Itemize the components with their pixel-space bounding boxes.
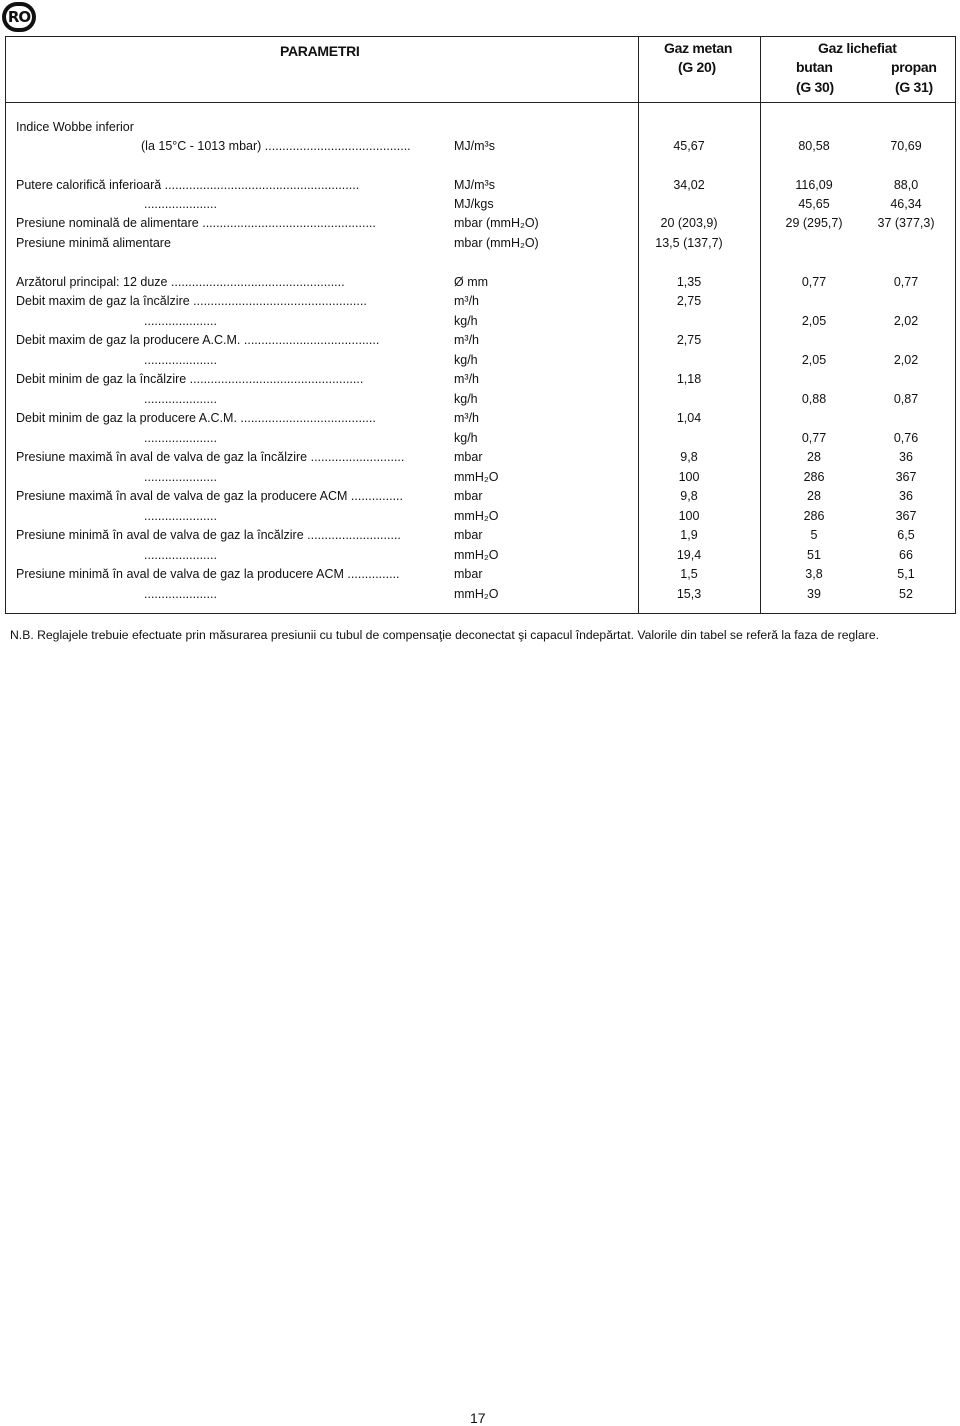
cell-g31: 36 <box>899 489 913 503</box>
cell-g20: 100 <box>678 509 700 523</box>
cell-g31: 5,1 <box>897 567 915 581</box>
row-unit: MJ/m³s <box>454 178 495 192</box>
header-propan: propan <box>891 59 937 75</box>
header-divider <box>6 102 955 103</box>
cell-g31: 2,02 <box>893 314 919 328</box>
row-unit: m³/h <box>454 294 479 308</box>
row-unit: MJ/kgs <box>454 197 494 211</box>
column-divider <box>760 37 761 613</box>
cell-g30: 0,77 <box>801 431 827 445</box>
cell-g20: 45,67 <box>673 139 705 153</box>
cell-g30: 286 <box>803 509 825 523</box>
row-label: ..................... <box>144 431 217 445</box>
row-unit: mbar (mmH₂O) <box>454 216 539 230</box>
row-label: Presiune minimă alimentare <box>16 236 171 250</box>
cell-g30: 28 <box>807 450 821 464</box>
row-unit: mbar (mmH₂O) <box>454 236 539 250</box>
cell-g20: 100 <box>678 470 700 484</box>
row-unit: m³/h <box>454 411 479 425</box>
row-label: Debit minim de gaz la încălzire .................................................. <box>16 372 364 386</box>
cell-g30: 3,8 <box>805 567 823 581</box>
cell-g30: 29 (295,7) <box>785 216 843 230</box>
row-unit: mbar <box>454 489 483 503</box>
cell-g20: 19,4 <box>676 548 702 562</box>
header-g20: (G 20) <box>678 59 716 75</box>
column-divider <box>638 37 639 613</box>
row-label: ..................... <box>144 470 217 484</box>
cell-g20: 2,75 <box>676 294 702 308</box>
cell-g20: 13,5 (137,7) <box>655 236 723 250</box>
row-label: Putere calorifică inferioară ........................................................ <box>16 178 360 192</box>
cell-g30: 45,65 <box>798 197 830 211</box>
row-label: Arzătorul principal: 12 duze .................................................. <box>16 275 345 289</box>
cell-g31: 367 <box>895 470 917 484</box>
cell-g31: 0,87 <box>893 392 919 406</box>
cell-g30: 2,05 <box>801 353 827 367</box>
cell-g20: 9,8 <box>680 450 698 464</box>
cell-g31: 37 (377,3) <box>877 216 935 230</box>
cell-g20: 1,18 <box>676 372 702 386</box>
footnote: N.B. Reglajele trebuie efectuate prin măsurarea presiunii cu tubul de compensaţie deconectat şi capacul îndepărtat. Valorile din tabel se referă la faza de reglare. <box>10 628 879 642</box>
cell-g30: 80,58 <box>798 139 830 153</box>
row-label: Debit minim de gaz la producere A.C.M. ....................................... <box>16 411 376 425</box>
row-label: Presiune nominală de alimentare .................................................. <box>16 216 376 230</box>
cell-g31: 367 <box>895 509 917 523</box>
row-label: (la 15°C - 1013 mbar) .......................................... <box>141 139 411 153</box>
cell-g31: 36 <box>899 450 913 464</box>
row-unit: m³/h <box>454 333 479 347</box>
header-g30: (G 30) <box>796 79 834 95</box>
cell-g31: 2,02 <box>893 353 919 367</box>
cell-g20: 34,02 <box>673 178 705 192</box>
row-unit: kg/h <box>454 392 478 406</box>
row-label: Presiune minimă în aval de valva de gaz la producere ACM ............... <box>16 567 400 581</box>
parameters-table <box>5 36 956 614</box>
row-unit: kg/h <box>454 314 478 328</box>
cell-g31: 0,76 <box>893 431 919 445</box>
row-unit: mmH₂O <box>454 587 499 601</box>
row-unit: Ø mm <box>454 275 489 289</box>
row-label: Presiune minimă în aval de valva de gaz la încălzire ........................... <box>16 528 401 542</box>
row-label: Presiune maximă în aval de valva de gaz la producere ACM ............... <box>16 489 403 503</box>
cell-g20: 9,8 <box>680 489 698 503</box>
row-label: ..................... <box>144 509 217 523</box>
row-unit: kg/h <box>454 431 478 445</box>
cell-g31: 88,0 <box>893 178 919 192</box>
cell-g30: 51 <box>807 548 821 562</box>
row-label: ..................... <box>144 548 217 562</box>
language-badge: RO <box>2 2 36 32</box>
row-label: Debit maxim de gaz la producere A.C.M. ....................................... <box>16 333 380 347</box>
row-unit: kg/h <box>454 353 478 367</box>
cell-g20: 15,3 <box>676 587 702 601</box>
row-label: Indice Wobbe inferior <box>16 120 134 134</box>
cell-g31: 46,34 <box>890 197 922 211</box>
cell-g20: 1,35 <box>676 275 702 289</box>
row-label: ..................... <box>144 197 217 211</box>
row-unit: mbar <box>454 567 483 581</box>
cell-g30: 286 <box>803 470 825 484</box>
cell-g30: 2,05 <box>801 314 827 328</box>
row-label: ..................... <box>144 587 217 601</box>
cell-g20: 20 (203,9) <box>660 216 718 230</box>
cell-g30: 5 <box>810 528 818 542</box>
header-butan: butan <box>796 59 833 75</box>
row-unit: MJ/m³s <box>454 139 495 153</box>
cell-g20: 1,9 <box>680 528 698 542</box>
row-unit: mmH₂O <box>454 548 499 562</box>
row-label: Presiune maximă în aval de valva de gaz la încălzire ........................... <box>16 450 405 464</box>
cell-g20: 2,75 <box>676 333 702 347</box>
row-label: Debit maxim de gaz la încălzire .................................................. <box>16 294 367 308</box>
cell-g30: 0,77 <box>801 275 827 289</box>
cell-g30: 116,09 <box>795 178 833 192</box>
row-label: ..................... <box>144 392 217 406</box>
row-unit: m³/h <box>454 372 479 386</box>
cell-g31: 66 <box>899 548 913 562</box>
cell-g20: 1,5 <box>680 567 698 581</box>
header-g31: (G 31) <box>895 79 933 95</box>
row-unit: mbar <box>454 528 483 542</box>
header-parametri: PARAMETRI <box>280 43 360 59</box>
page-number: 17 <box>470 1410 486 1426</box>
cell-g31: 6,5 <box>897 528 915 542</box>
header-gaz-metan: Gaz metan <box>664 40 733 56</box>
cell-g30: 39 <box>807 587 821 601</box>
cell-g30: 0,88 <box>801 392 827 406</box>
row-label: ..................... <box>144 353 217 367</box>
cell-g31: 70,69 <box>890 139 922 153</box>
cell-g30: 28 <box>807 489 821 503</box>
row-unit: mmH₂O <box>454 509 499 523</box>
row-unit: mbar <box>454 450 483 464</box>
cell-g31: 52 <box>899 587 913 601</box>
row-unit: mmH₂O <box>454 470 499 484</box>
row-label: ..................... <box>144 314 217 328</box>
cell-g20: 1,04 <box>676 411 702 425</box>
cell-g31: 0,77 <box>893 275 919 289</box>
header-gaz-lichefiat: Gaz lichefiat <box>818 40 897 56</box>
